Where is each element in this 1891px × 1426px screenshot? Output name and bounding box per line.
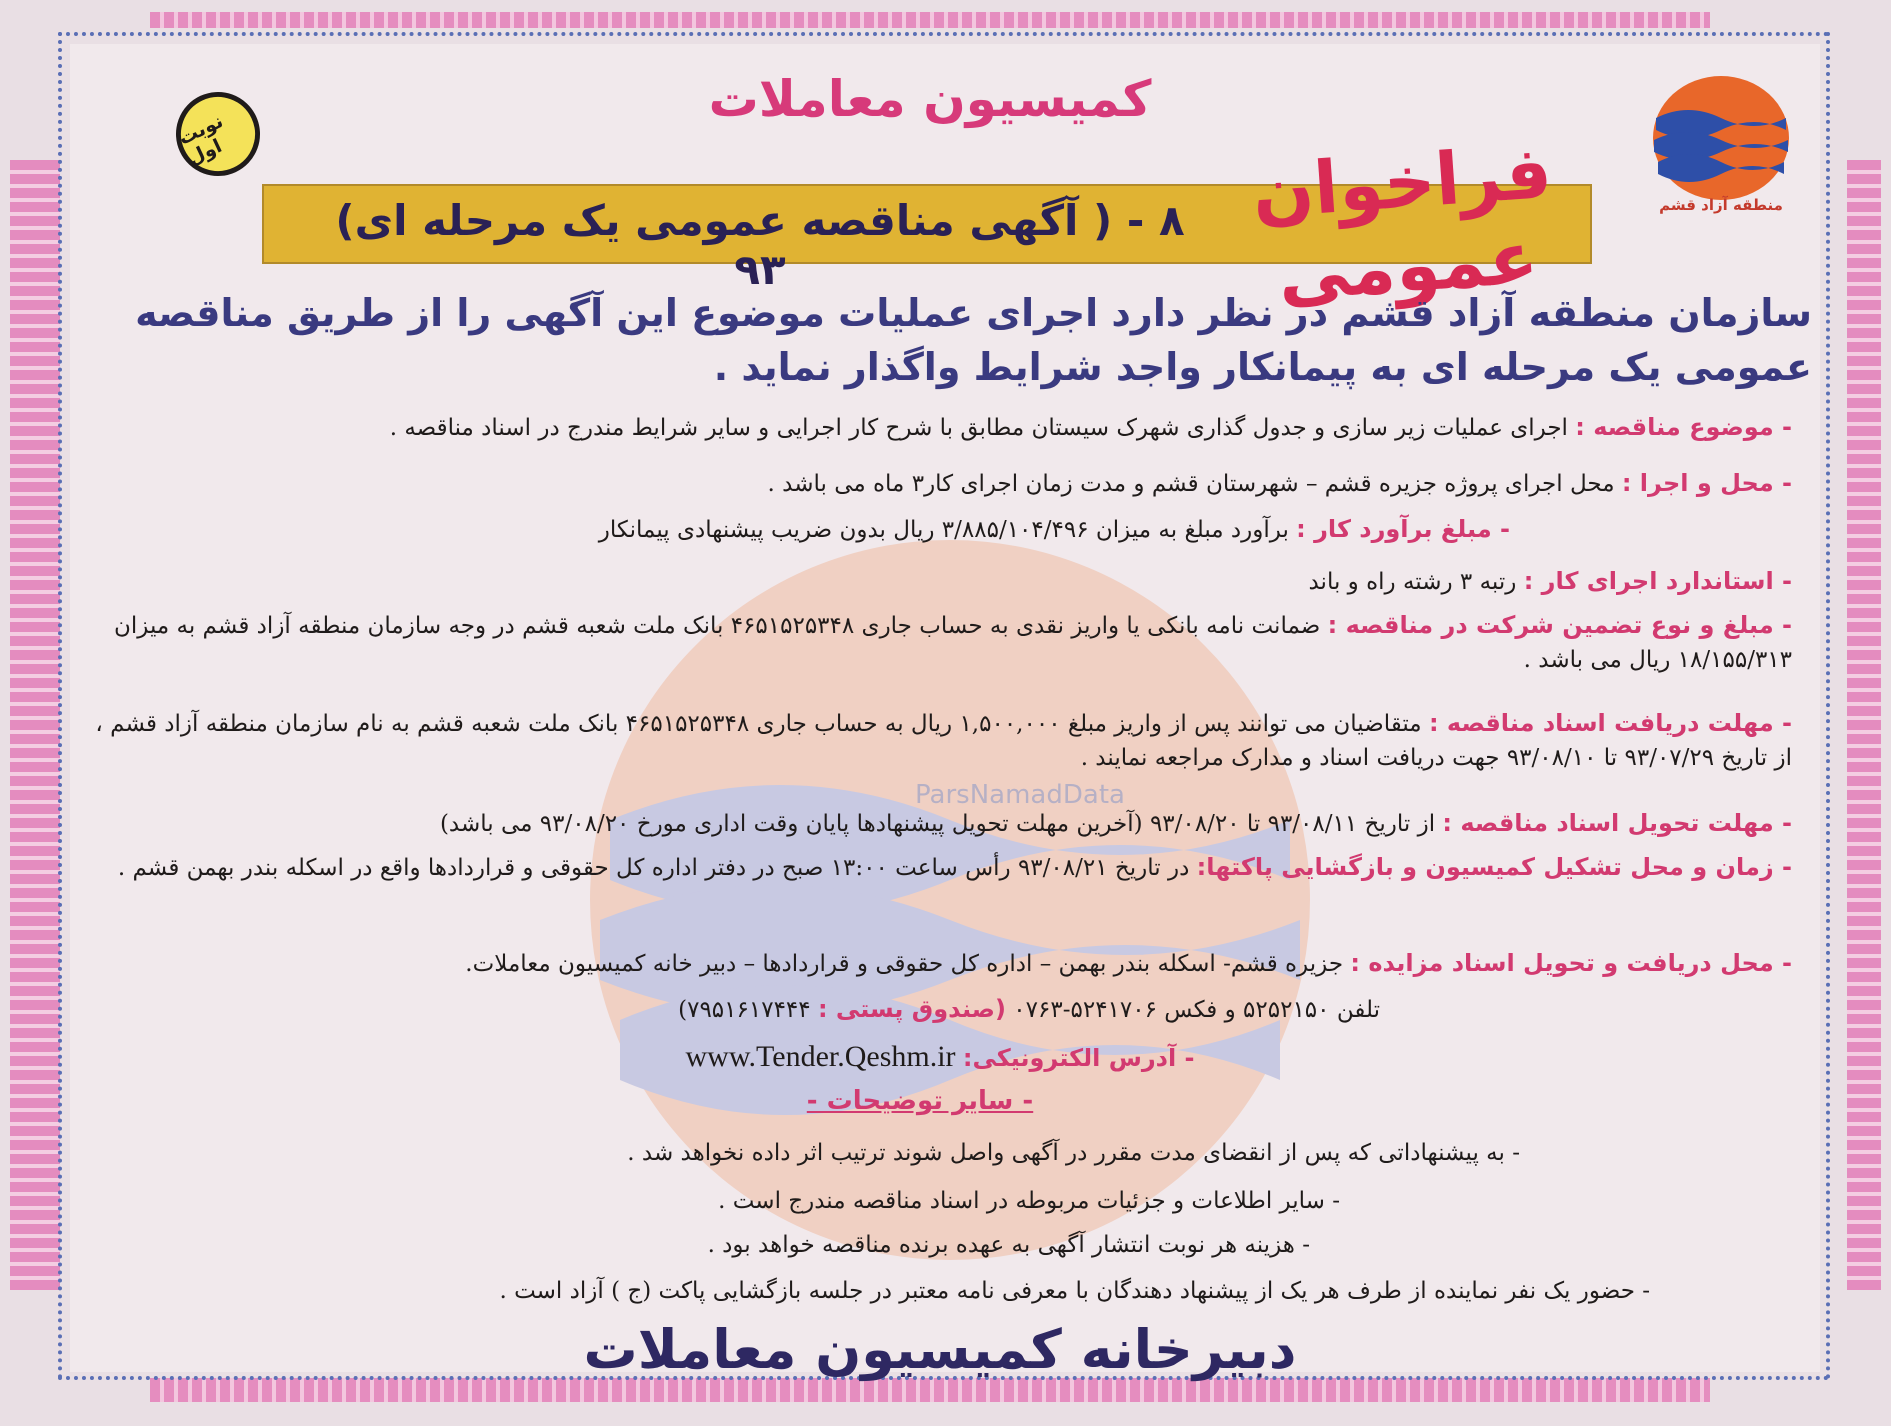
watermark-site-text: ParsNamadData — [915, 780, 1125, 810]
intro-paragraph: سازمان منطقه آزاد قشم در نظر دارد اجرای عملیات موضوع این آگهی را از طریق مناقصه عمومی یک مرحله ای به پیمانکار واجد شرایط واگذار نماید . — [135, 291, 1812, 389]
contact-line — [520, 992, 1380, 1027]
documents-delivery-text: از تاریخ ۹۳/۰۸/۱۱ تا ۹۳/۰۸/۲۰ (آخرین مهلت تحویل پیشنهادها پایان وقت اداری مورخ ۹۳/۰۸/۲۰ می باشد) — [439, 811, 1436, 837]
web-address-label: - آدرس الکترونیکی: — [962, 1044, 1195, 1072]
pink-frame-top — [150, 12, 1710, 28]
tender-estimate — [390, 512, 1510, 547]
commission-opening-text: در تاریخ ۹۳/۰۸/۲۱ رأس ساعت ۱۳:۰۰ صبح در دفتر اداره کل حقوقی و قراردادها واقع در اسکله بندر بهمن قشم . — [117, 855, 1190, 881]
tender-estimate-text: برآورد مبلغ به میزان ۳/۸۸۵/۱۰۴/۴۹۶ ریال بدون ضریب پیشنهادی پیمانکار — [598, 517, 1289, 543]
tender-location-label: - محل و اجرا : — [1621, 469, 1792, 497]
tender-subject-label: - موضوع مناقصه : — [1575, 413, 1792, 441]
tender-estimate-label: - مبلغ برآورد کار : — [1296, 515, 1510, 543]
commission-opening-label: - زمان و محل تشکیل کمیسیون و بازگشایی پاکتها: — [1196, 853, 1792, 881]
tender-guarantee — [92, 608, 1792, 677]
po-box-value: ۷۹۵۱۶۱۷۴۴۴) — [678, 997, 811, 1023]
commission-opening — [92, 850, 1792, 885]
pink-frame-left — [10, 160, 60, 1290]
first-publication-badge: نوبت اول — [162, 78, 274, 190]
auction-documents-label: - محل دریافت و تحویل اسناد مزایده : — [1350, 949, 1792, 977]
other-notes-heading: - سایر توضیحات - — [806, 1086, 1034, 1116]
note-line: - حضور یک نفر نماینده از طرف هر یک از پیشنهاد دهندگان با معرفی نامه معتبر در جلسه بازگشایی پاکت (ج ) آزاد است . — [499, 1278, 1650, 1304]
commission-title: کمیسیون معاملات — [708, 70, 1152, 128]
phone-fax-text: تلفن ۵۲۵۲۱۵۰ و فکس ۵۲۴۱۷۰۶-۰۷۶۳ — [1013, 997, 1380, 1023]
note-line: - به پیشنهاداتی که پس از انقضای مدت مقرر در آگهی واصل شوند ترتیب اثر داده نخواهد شد . — [627, 1140, 1520, 1166]
tender-subtitle: (آگهی مناقصه عمومی یک مرحله ای ) ۸ - ۹۳ — [335, 196, 1185, 294]
tender-guarantee-text: ضمانت نامه بانکی یا واریز نقدی به حساب جاری ۴۶۵۱۵۲۵۳۴۸ بانک ملت شعبه قشم در وجه سازمان منطقه آزاد قشم به میزان ۱۸/۱۵۵/۳۱۳ ریال می باشد . — [113, 613, 1792, 673]
auction-documents-text: جزیره قشم- اسکله بندر بهمن – اداره کل حقوقی و قراردادها – دبیر خانه کمیسیون معاملات. — [465, 951, 1344, 977]
pink-frame-right — [1847, 160, 1881, 1290]
note-line: - هزینه هر نوبت انتشار آگهی به عهده برنده مناقصه خواهد بود . — [707, 1232, 1310, 1258]
commission-secretariat-title: دبیرخانه کمیسیون معاملات — [583, 1318, 1297, 1381]
tender-location-text: محل اجرای پروژه جزیره قشم – شهرستان قشم و مدت زمان اجرای کار۳ ماه می باشد . — [767, 471, 1615, 497]
po-box-label: (صندوق پستی : — [817, 995, 1006, 1023]
documents-receipt-deadline — [92, 706, 1792, 775]
documents-delivery-deadline — [92, 806, 1792, 841]
tender-subject-text: اجرای عملیات زیر سازی و جدول گذاری شهرک سیستان مطابق با شرح کار اجرایی و سایر شرایط مندرج در اسناد مناقصه . — [389, 415, 1568, 441]
tender-location — [92, 466, 1792, 501]
documents-receipt-label: - مهلت دریافت اسناد مناقصه : — [1428, 709, 1792, 737]
web-address-link[interactable]: www.Tender.Qeshm.ir — [685, 1040, 956, 1073]
public-call-title: فراخوان عمومی — [1249, 129, 1555, 317]
web-address-line — [560, 1040, 1320, 1076]
tender-standard-text: رتبه ۳ رشته راه و باند — [1308, 569, 1517, 595]
pink-frame-bottom — [150, 1378, 1710, 1402]
tender-standard — [92, 564, 1792, 599]
auction-documents-location — [92, 946, 1792, 981]
tender-standard-label: - استاندارد اجرای کار : — [1523, 567, 1792, 595]
documents-delivery-label: - مهلت تحویل اسناد مناقصه : — [1442, 809, 1792, 837]
documents-receipt-text: متقاضیان می توانند پس از واریز مبلغ ۱,۵۰۰,۰۰۰ ریال به حساب جاری ۴۶۵۱۵۲۵۳۴۸ بانک ملت شعبه قشم به نام سازمان منطقه آزاد قشم ، از تاریخ ۹۳/۰۷/۲۹ تا ۹۳/۰۸/۱۰ جهت دریافت اسناد و مدارک مراجعه نمایند . — [95, 711, 1792, 771]
logo-caption: منطقه آزاد قشم — [1659, 196, 1783, 214]
tender-guarantee-label: - مبلغ و نوع تضمین شرکت در مناقصه : — [1327, 611, 1792, 639]
tender-subject — [92, 410, 1792, 445]
note-line: - سایر اطلاعات و جزئیات مربوطه در اسناد مناقصه مندرج است . — [718, 1188, 1340, 1214]
